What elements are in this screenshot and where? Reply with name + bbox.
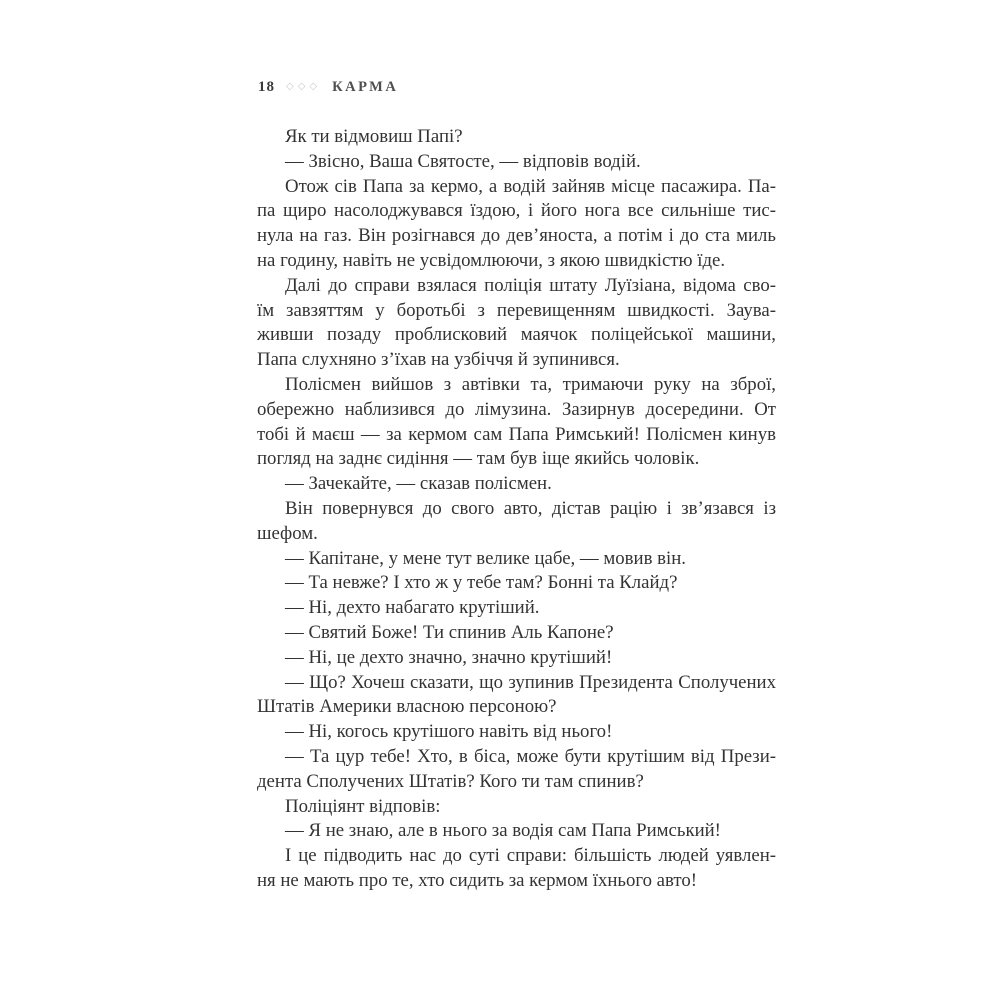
paragraph [257, 596, 776, 621]
text-line: — Зачекайте, — сказав полісмен. [285, 473, 552, 495]
text-line: погляд на заднє сидіння — там був іще якийсь чоловік. [257, 448, 700, 470]
text-line: обережно наблизився до лімузина. Зазирнув досередини. От [257, 398, 776, 420]
text-line: — Капітане, у мене тут велике цабе, — мовив він. [285, 547, 686, 569]
paragraph [257, 497, 776, 547]
running-title: КАРМА [332, 79, 399, 95]
paragraph [257, 646, 776, 671]
text-line: — Святий Боже! Ти спинив Аль Капоне? [285, 621, 614, 643]
page-number: 18 [258, 79, 275, 95]
text-line: тобі й маєш — за кермом сам Папа Римський! Полісмен кинув [257, 423, 776, 445]
body-text [257, 125, 776, 894]
text-line: — Та цур тебе! Хто, в біса, може бути крутішим від Прези- [285, 745, 776, 767]
text-line: шефом. [257, 522, 318, 544]
text-line: дента Сполучених Штатів? Кого ти там спинив? [257, 770, 644, 792]
text-line: Далі до справи взялася поліція штату Луїзіана, відома сво- [285, 274, 776, 296]
page-header [258, 79, 398, 96]
paragraph [257, 571, 776, 596]
paragraph [257, 819, 776, 844]
text-line: — Звісно, Ваша Святосте, — відповів водій. [285, 150, 641, 172]
paragraph [257, 274, 776, 373]
paragraph [257, 621, 776, 646]
text-line: Полісмен вийшов з автівки та, тримаючи руку на зброї, [285, 373, 776, 395]
text-line: Папа слухняно з’їхав на узбіччя й зупинився. [257, 349, 620, 371]
diamond-ornament-icon: ◇◇◇ [286, 81, 322, 92]
text-line: Як ти відмовиш Папі? [285, 126, 463, 147]
text-line: ня не мають про те, хто сидить за кермом їхнього авто! [257, 869, 698, 891]
paragraph [257, 125, 776, 150]
paragraph [257, 844, 776, 894]
text-line: Поліціянт відповів: [285, 795, 441, 817]
text-line: — Та невже? І хто ж у тебе там? Бонні та Клайд? [285, 572, 678, 594]
text-line: — Ні, це дехто значно, значно крутіший! [285, 646, 613, 668]
text-line: — Ні, дехто набагато крутіший. [285, 597, 540, 619]
text-line: Штатів Америки власною персоною? [257, 696, 557, 718]
text-line: — Що? Хочеш сказати, що зупинив Президента Сполучених [285, 671, 776, 693]
text-line: живши позаду проблисковий маячок поліцейської машини, [257, 324, 776, 346]
paragraph [257, 472, 776, 497]
paragraph [257, 745, 776, 795]
text-line: па щиро насолоджувався їздою, і його нога все сильніше тис- [257, 200, 776, 222]
text-line: їм завзяттям у боротьбі з перевищенням швидкості. Заува- [257, 299, 776, 321]
text-line: І це підводить нас до суті справи: більшість людей уявлен- [285, 845, 776, 867]
paragraph [257, 150, 776, 175]
paragraph [257, 373, 776, 472]
text-line: нула на газ. Він розігнався до дев’яноста, а потім і до ста миль [257, 225, 776, 247]
text-line: Отож сів Папа за кермо, а водій зайняв місце пасажира. Па- [285, 175, 776, 197]
paragraph [257, 795, 776, 820]
text-line: Він повернувся до свого авто, дістав рацію і зв’язався із [285, 497, 776, 519]
text-line: — Я не знаю, але в нього за водія сам Папа Римський! [285, 820, 721, 842]
paragraph [257, 175, 776, 274]
paragraph [257, 671, 776, 721]
text-line: — Ні, когось крутішого навіть від нього! [285, 721, 613, 743]
paragraph [257, 720, 776, 745]
text-line: на годину, навіть не усвідомлюючи, з якою швидкістю їде. [257, 249, 726, 271]
paragraph [257, 547, 776, 572]
